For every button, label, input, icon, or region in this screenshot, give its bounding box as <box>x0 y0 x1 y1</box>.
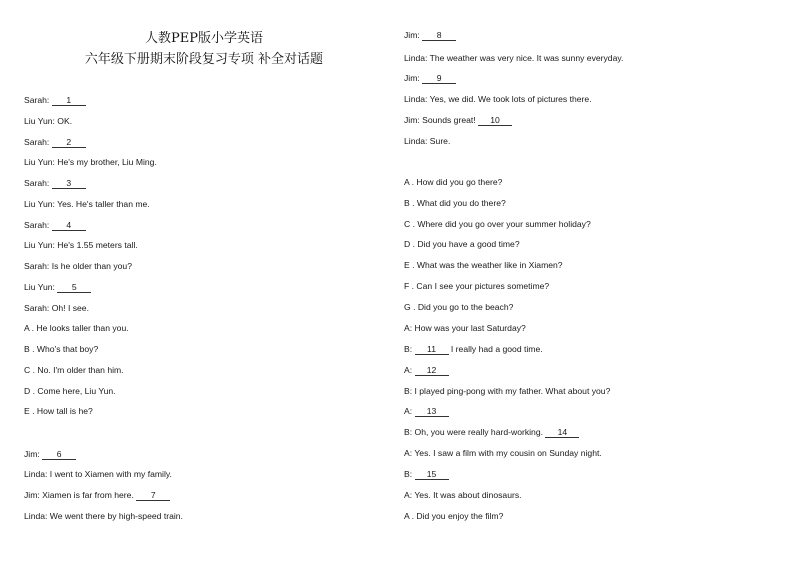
line-text-after: I really had a good time. <box>448 344 543 354</box>
line-text: E . How tall is he? <box>24 406 93 416</box>
line-text: Linda: The weather was very nice. It was sunny everyday. <box>404 53 624 63</box>
dialogue-line <box>24 449 76 460</box>
dialogue-line <box>404 448 602 458</box>
line-text: Liu Yun: He's 1.55 meters tall. <box>24 240 138 250</box>
dialogue-line <box>24 95 86 106</box>
line-text: A: Yes. I saw a film with my cousin on Sunday night. <box>404 448 602 458</box>
line-text: D . Come here, Liu Yun. <box>24 386 116 396</box>
dialogue-line <box>24 116 72 126</box>
answer-blank-8[interactable]: 8 <box>422 31 456 41</box>
dialogue-line <box>24 137 86 148</box>
line-text: Sarah: <box>24 220 52 230</box>
answer-blank-10[interactable]: 10 <box>478 116 512 126</box>
answer-blank-3[interactable]: 3 <box>52 179 86 189</box>
line-text: A . How did you go there? <box>404 177 503 187</box>
dialogue-line <box>24 490 170 501</box>
line-text: Liu Yun: <box>24 282 58 292</box>
dialogue-line <box>24 157 157 167</box>
line-text: Jim: Xiamen is far from here. <box>24 490 137 500</box>
dialogue-line <box>404 260 563 270</box>
line-text: C . No. I'm older than him. <box>24 365 124 375</box>
answer-blank-6[interactable]: 6 <box>42 450 76 460</box>
answer-blank-14[interactable]: 14 <box>545 428 579 438</box>
dialogue-line <box>24 303 89 313</box>
dialogue-line <box>404 490 522 500</box>
dialogue-line <box>404 281 549 291</box>
dialogue-line <box>404 115 512 126</box>
line-text: B: <box>404 344 415 354</box>
answer-blank-2[interactable]: 2 <box>52 138 86 148</box>
dialogue-line <box>404 427 579 438</box>
dialogue-line <box>24 365 124 375</box>
line-text: B . Who's that boy? <box>24 344 99 354</box>
dialogue-line <box>404 219 591 229</box>
line-text: Linda: Yes, we did. We took lots of pictures there. <box>404 94 592 104</box>
dialogue-line <box>24 282 91 293</box>
dialogue-line <box>24 406 93 416</box>
dialogue-line <box>404 406 449 417</box>
line-text: D . Did you have a good time? <box>404 239 520 249</box>
worksheet-title: 人教PEP版小学英语 <box>145 31 263 46</box>
dialogue-line <box>404 53 623 63</box>
answer-blank-5[interactable]: 5 <box>57 283 91 293</box>
line-text: Sarah: <box>24 137 52 147</box>
dialogue-line <box>404 365 449 376</box>
dialogue-line <box>404 386 610 396</box>
line-text: A: <box>404 365 415 375</box>
dialogue-line <box>404 511 503 521</box>
line-text: Sarah: Oh! I see. <box>24 303 89 313</box>
dialogue-line <box>404 73 456 84</box>
line-text: Linda: Sure. <box>404 136 451 146</box>
line-text: A: How was your last Saturday? <box>404 323 526 333</box>
answer-blank-1[interactable]: 1 <box>52 96 86 106</box>
dialogue-line <box>404 323 526 333</box>
line-text: Jim: <box>24 449 43 459</box>
dialogue-line <box>404 30 456 41</box>
dialogue-line <box>24 240 138 250</box>
line-text: A: Yes. It was about dinosaurs. <box>404 490 522 500</box>
answer-blank-7[interactable]: 7 <box>136 491 170 501</box>
answer-blank-9[interactable]: 9 <box>422 74 456 84</box>
line-text: A . He looks taller than you. <box>24 323 129 333</box>
line-text: Linda: We went there by high-speed train. <box>24 511 183 521</box>
dialogue-line <box>404 469 449 480</box>
dialogue-line <box>24 220 86 231</box>
dialogue-line <box>404 177 502 187</box>
answer-blank-12[interactable]: 12 <box>415 366 449 376</box>
dialogue-line <box>404 302 513 312</box>
line-text: E . What was the weather like in Xiamen? <box>404 260 563 270</box>
line-text: B: I played ping-pong with my father. What about you? <box>404 386 611 396</box>
line-text: B: Oh, you were really hard-working. <box>404 427 546 437</box>
line-text: Jim: Sounds great! <box>404 115 479 125</box>
line-text: A . Did you enjoy the film? <box>404 511 504 521</box>
line-text: Liu Yun: OK. <box>24 116 73 126</box>
line-text: Liu Yun: He's my brother, Liu Ming. <box>24 157 157 167</box>
dialogue-line <box>24 386 116 396</box>
line-text: B . What did you do there? <box>404 198 506 208</box>
dialogue-line <box>24 178 86 189</box>
worksheet-subtitle: 六年级下册期末阶段复习专项 补全对话题 <box>84 52 324 67</box>
dialogue-line <box>24 511 183 521</box>
dialogue-line <box>24 344 98 354</box>
dialogue-line <box>404 94 592 104</box>
answer-blank-13[interactable]: 13 <box>415 407 449 417</box>
dialogue-line <box>404 136 450 146</box>
line-text: C . Where did you go over your summer holiday? <box>404 219 591 229</box>
dialogue-line <box>24 261 132 271</box>
dialogue-line <box>404 239 520 249</box>
line-text: Jim: <box>404 30 423 40</box>
line-text: Sarah: Is he older than you? <box>24 261 132 271</box>
dialogue-line <box>404 198 506 208</box>
line-text: G . Did you go to the beach? <box>404 302 514 312</box>
dialogue-line <box>24 199 150 209</box>
line-text: B: <box>404 469 415 479</box>
dialogue-line <box>24 323 129 333</box>
answer-blank-11[interactable]: 11 <box>415 345 449 355</box>
line-text: Jim: <box>404 73 423 83</box>
line-text: F . Can I see your pictures sometime? <box>404 281 550 291</box>
line-text: Sarah: <box>24 95 52 105</box>
answer-blank-15[interactable]: 15 <box>415 470 449 480</box>
line-text: Liu Yun: Yes. He's taller than me. <box>24 199 150 209</box>
line-text: A: <box>404 406 415 416</box>
line-text: Linda: I went to Xiamen with my family. <box>24 469 172 479</box>
dialogue-line <box>404 344 543 355</box>
dialogue-line <box>24 469 172 479</box>
line-text: Sarah: <box>24 178 52 188</box>
answer-blank-4[interactable]: 4 <box>52 221 86 231</box>
